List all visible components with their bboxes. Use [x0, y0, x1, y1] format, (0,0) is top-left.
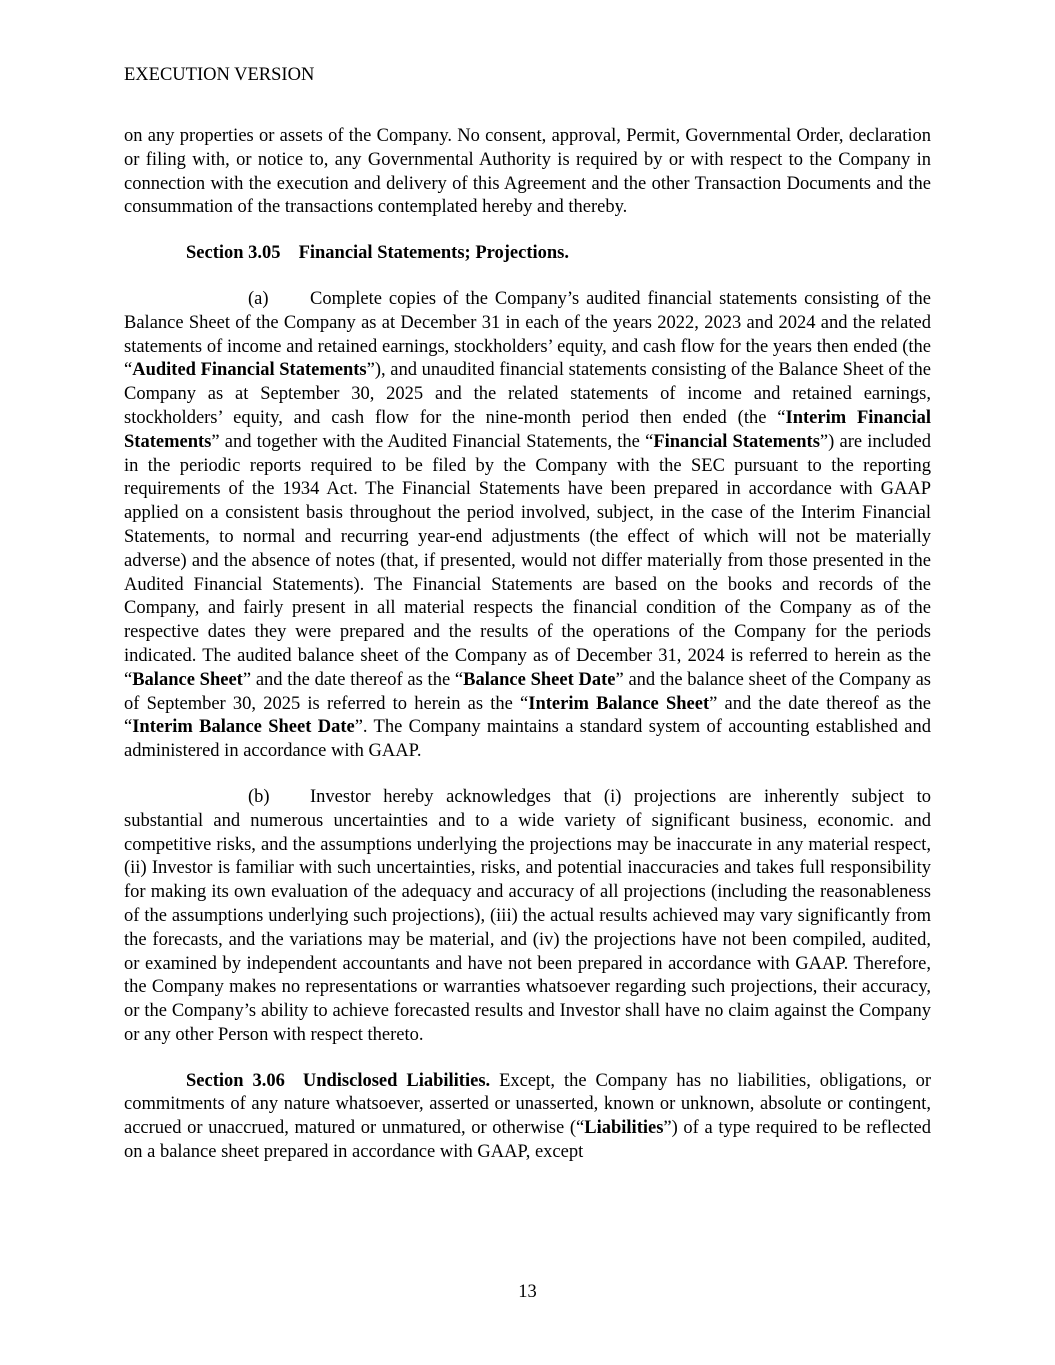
defined-term: Audited Financial Statements: [132, 360, 367, 381]
section-3-06-paragraph: [124, 1070, 931, 1165]
defined-term: Liabilities: [584, 1118, 664, 1139]
paragraph-text: Investor hereby acknowledges that (i) projections are inherently subject to substantial and numerous uncertainties and to a wide variety of significant business, economic. and competitive risks, and the assumptions underlying the projections may be inaccurate in any material respect, (ii) Investor is familiar with such uncertainties, risks, and potential inaccuracies and takes full responsibility for making its own evaluation of the adequacy and accuracy of all projections (including the reasonableness of the assumptions underlying such projections), (iii) the actual results achieved may vary significantly from the forecasts, and the variations may be material, and (iv) the projections have not been compiled, audited, or examined by independent accountants and have not been prepared in accordance with GAAP. Therefore, the Company makes no representations or warranties whatsoever regarding such projections, their accuracy, or the Company’s ability to achieve forecasted results and Investor shall have no claim against the Company or any other Person with respect thereto.: [124, 786, 931, 1045]
paragraph-text: Except, the Company has no liabilities, obligations, or commitments of any nature whatsoever, asserted or unasserted, known or unknown, absolute or contingent, accrued or unaccrued, matured or unmatured, or otherwise (“: [124, 1070, 931, 1139]
section-title: Financial Statements; Projections.: [298, 243, 569, 264]
defined-term: Interim Balance Sheet Date: [132, 717, 355, 738]
defined-term: Interim Balance Sheet: [528, 693, 710, 714]
page-number: 13: [518, 1282, 537, 1302]
paragraph-text: ” and the balance sheet of the Company as of September 30, 2025 is referred to herein as the “: [124, 669, 931, 714]
section-number: Section 3.05: [186, 243, 281, 264]
document-body: [124, 125, 931, 1187]
defined-term: Interim Financial Statements: [124, 407, 931, 452]
section-number: Section 3.06: [186, 1070, 285, 1091]
paragraph-b: [124, 786, 931, 1048]
paragraph-a: [124, 288, 931, 764]
defined-term: Balance Sheet Date: [463, 669, 616, 690]
execution-version-header: EXECUTION VERSION: [124, 65, 315, 85]
paragraph-text: ” and together with the Audited Financial Statements, the “: [211, 431, 654, 452]
continuation-paragraph: on any properties or assets of the Company. No consent, approval, Permit, Governmental Order, declaration or filing with, or notice to, any Governmental Authority is required by or with respect to the Company in connection with the execution and delivery of this Agreement and the other Transaction Documents and the consummation of the transactions contemplated hereby and thereby.: [124, 126, 931, 218]
section-title: Undisclosed Liabilities.: [302, 1070, 491, 1091]
paragraph-text: ”. The Company maintains a standard system of accounting established and administered in accordance with GAAP.: [124, 717, 931, 762]
defined-term: Balance Sheet: [132, 669, 243, 690]
paragraph-text: Complete copies of the Company’s audited financial statements consisting of the Balance Sheet of the Company as at December 31 in each of the years 2022, 2023 and 2024 and the related statements of income and retained earnings, stockholders’ equity, and cash flow for the years then ended (the “: [124, 288, 931, 381]
paragraph-text: ”) are included in the periodic reports required to be filed by the Company with the SEC pursuant to the reporting requirements of the 1934 Act. The Financial Statements have been prepared in accordance with GAAP applied on a consistent basis throughout the period involved, subject, in the case of the Interim Financial Statements, to normal and recurring year-end adjustments (the effect of which will not be materially adverse) and the absence of notes (that, if presented, would not differ materially from those presented in the Audited Financial Statements). The Financial Statements are based on the books and records of the Company, and fairly present in all material respects the financial condition of the Company as of the respective dates they were prepared and the results of the operations of the Company for the periods indicated. The audited balance sheet of the Company as of December 31, 2024 is referred to herein as the “: [124, 431, 931, 690]
paragraph-text: ” and the date thereof as the “: [124, 693, 931, 738]
paragraph-text: ”) of a type required to be reflected on a balance sheet prepared in accordance with GAAP, except: [124, 1118, 932, 1163]
section-3-05-heading: [124, 242, 931, 266]
paragraph-marker: (a): [248, 288, 269, 309]
defined-term: Financial Statements: [653, 431, 820, 452]
paragraph-text: ”), and unaudited financial statements consisting of the Balance Sheet of the Company as at September 30, 2025 and the related statements of income and retained earnings, stockholders’ equity, and cash flow for the nine-month period then ended (the “: [124, 360, 931, 428]
paragraph-marker: (b): [248, 786, 270, 807]
paragraph-text: ” and the date thereof as the “: [242, 669, 464, 690]
